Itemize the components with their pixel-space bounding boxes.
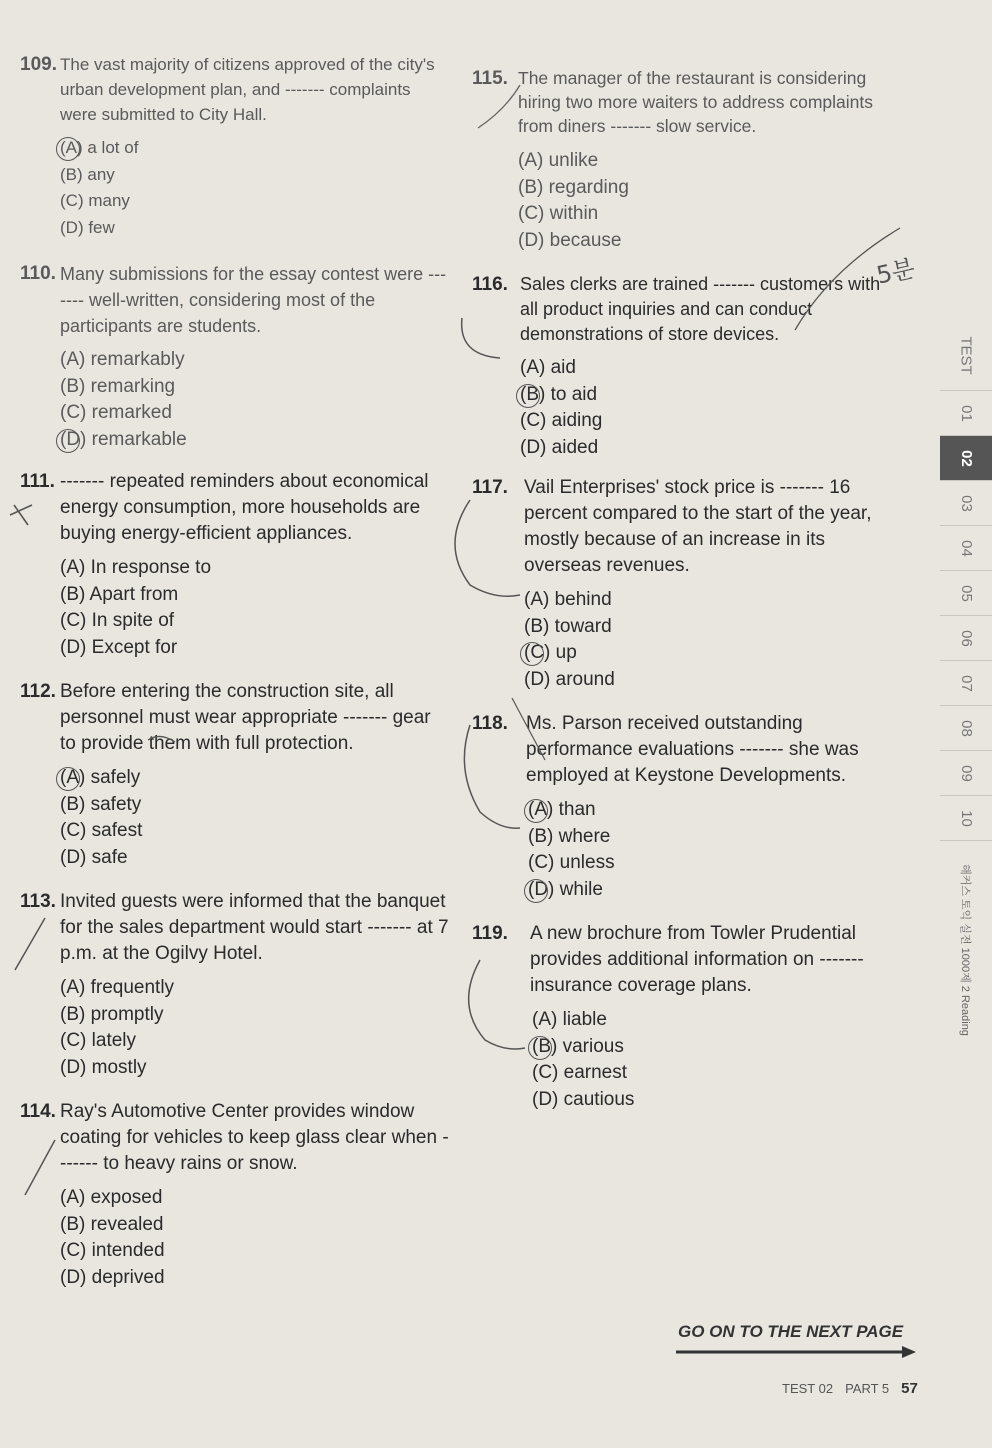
option-b[interactable]: (B) any	[60, 164, 115, 184]
question-118	[472, 711, 902, 903]
question-113	[20, 889, 450, 1081]
option-c[interactable]: (C) In spite of	[60, 610, 175, 631]
footer-part: PART 5	[845, 1381, 890, 1396]
tab-06[interactable]: 06	[940, 616, 992, 661]
right-column	[472, 66, 902, 1127]
option-b[interactable]: (B) to aid	[520, 382, 902, 409]
option-a[interactable]: (A) aid	[520, 357, 576, 378]
tab-08[interactable]: 08	[940, 706, 992, 751]
option-c[interactable]: (C) safest	[60, 820, 143, 841]
option-c[interactable]: (C) earnest	[532, 1062, 628, 1083]
option-c[interactable]: (C) many	[60, 191, 130, 210]
option-a[interactable]: (A) remarkably	[60, 349, 185, 370]
option-a[interactable]: (A) a lot of	[60, 135, 450, 162]
option-b[interactable]: (B) promptly	[60, 1003, 164, 1025]
tab-04[interactable]: 04	[940, 526, 992, 571]
question-117	[472, 475, 902, 693]
option-b[interactable]: (B) Apart from	[60, 583, 179, 605]
book-title: 해커스 토익 실전 1000제 2 Reading	[959, 864, 972, 1036]
option-d[interactable]: (D) cautious	[532, 1088, 635, 1110]
footer-test: TEST 02	[782, 1381, 834, 1396]
option-d[interactable]: (D) mostly	[60, 1056, 147, 1078]
question-number: 119.	[472, 923, 508, 944]
option-c[interactable]: (C) intended	[60, 1240, 165, 1261]
option-d[interactable]: (D) safe	[60, 846, 128, 868]
option-d[interactable]: (D) Except for	[60, 636, 178, 658]
question-text: Many submissions for the essay contest were ------- well-written, considering most of the participants are students.	[60, 264, 447, 336]
tab-01[interactable]: 01	[940, 391, 992, 436]
question-text: Ray's Automotive Center provides window coating for vehicles to keep glass clear when ------- to heavy rains or snow.	[60, 1101, 449, 1174]
question-114	[20, 1099, 450, 1291]
option-c[interactable]: (C) within	[518, 203, 599, 224]
question-number: 110.	[20, 263, 56, 284]
next-page-prompt: GO ON TO THE NEXT PAGE	[678, 1322, 904, 1341]
option-a[interactable]: (A) frequently	[60, 977, 175, 998]
option-d[interactable]: (D) few	[60, 217, 115, 237]
option-a[interactable]: (A) liable	[532, 1009, 607, 1030]
question-number: 109.	[20, 54, 57, 75]
question-text: The vast majority of citizens approved of the city's urban development plan, and ------- complaints were submitted to City Hall.	[60, 55, 435, 124]
option-a[interactable]: (A) unlike	[518, 150, 599, 171]
question-text: Ms. Parson received outstanding performance evaluations ------- she was employed at Keystone Developments.	[526, 713, 859, 786]
option-b[interactable]: (B) safety	[60, 793, 142, 815]
option-b[interactable]: (B) regarding	[518, 176, 629, 198]
option-c[interactable]: (C) lately	[60, 1030, 137, 1051]
option-b[interactable]: (B) toward	[524, 615, 612, 637]
option-d[interactable]: (D) around	[524, 668, 615, 690]
question-119	[472, 921, 902, 1113]
question-109	[20, 52, 450, 241]
option-c[interactable]: (C) remarked	[60, 402, 172, 423]
question-110	[20, 261, 450, 453]
question-number: 115.	[472, 68, 508, 89]
option-b[interactable]: (B) revealed	[60, 1213, 164, 1235]
page-number: 57	[901, 1380, 918, 1397]
page-footer	[782, 1380, 918, 1397]
question-number: 117.	[472, 477, 508, 498]
tab-10[interactable]: 10	[940, 796, 992, 841]
left-column	[20, 52, 450, 1305]
arrow-icon	[676, 1346, 916, 1358]
option-c[interactable]: (C) up	[524, 640, 902, 667]
question-number: 114.	[20, 1101, 56, 1122]
tab-09[interactable]: 09	[940, 751, 992, 796]
tab-07[interactable]: 07	[940, 661, 992, 706]
question-number: 116.	[472, 274, 508, 295]
question-number: 111.	[20, 471, 55, 492]
tab-05[interactable]: 05	[940, 571, 992, 616]
option-a[interactable]: (A) In response to	[60, 557, 212, 578]
question-text: Invited guests were informed that the banquet for the sales department would start ------- at 7 p.m. at the Ogilvy Hotel.	[60, 891, 449, 964]
option-d[interactable]: (D) remarkable	[60, 427, 450, 454]
question-text: Vail Enterprises' stock price is ------- 16 percent compared to the start of the year, mostly because of an increase in its overseas revenues.	[524, 477, 872, 576]
option-d[interactable]: (D) aided	[520, 436, 599, 458]
option-c[interactable]: (C) unless	[528, 852, 615, 873]
question-text: The manager of the restaurant is considering hiring two more waiters to address complaints from diners ------- slow service.	[518, 68, 874, 136]
option-d[interactable]: (D) deprived	[60, 1266, 165, 1288]
option-a[interactable]: (A) safely	[60, 765, 450, 792]
option-b[interactable]: (B) where	[528, 825, 611, 847]
question-text: ------- repeated reminders about economical energy consumption, more households are buying energy-efficient appliances.	[60, 471, 429, 544]
question-number: 118.	[472, 713, 508, 734]
option-a[interactable]: (A) behind	[524, 589, 612, 610]
option-b[interactable]: (B) various	[532, 1034, 902, 1061]
tab-02[interactable]: 02	[940, 436, 992, 481]
option-c[interactable]: (C) aiding	[520, 410, 603, 431]
option-d[interactable]: (D) because	[518, 229, 622, 251]
question-text: Sales clerks are trained ------- customers with all product inquiries and can conduct demonstrations of store devices.	[520, 274, 881, 344]
tab-03[interactable]: 03	[940, 481, 992, 526]
option-a[interactable]: (A) exposed	[60, 1187, 163, 1208]
option-b[interactable]: (B) remarking	[60, 375, 176, 397]
question-number: 112.	[20, 681, 56, 702]
handwritten-note: 5분	[874, 254, 918, 290]
question-number: 113.	[20, 891, 56, 912]
question-115	[472, 66, 902, 254]
tab-label: TEST	[940, 320, 992, 391]
question-111	[20, 469, 450, 661]
question-text: Before entering the construction site, all personnel must wear appropriate ------- gear to provide them with full protection.	[60, 681, 431, 754]
question-text: A new brochure from Towler Prudential provides additional information on ------- insurance coverage plans.	[530, 923, 864, 996]
option-a[interactable]: (A) than	[528, 797, 902, 824]
question-116	[472, 272, 902, 461]
test-index-tabs	[940, 320, 992, 841]
question-112	[20, 679, 450, 871]
option-d[interactable]: (D) while	[528, 877, 902, 904]
